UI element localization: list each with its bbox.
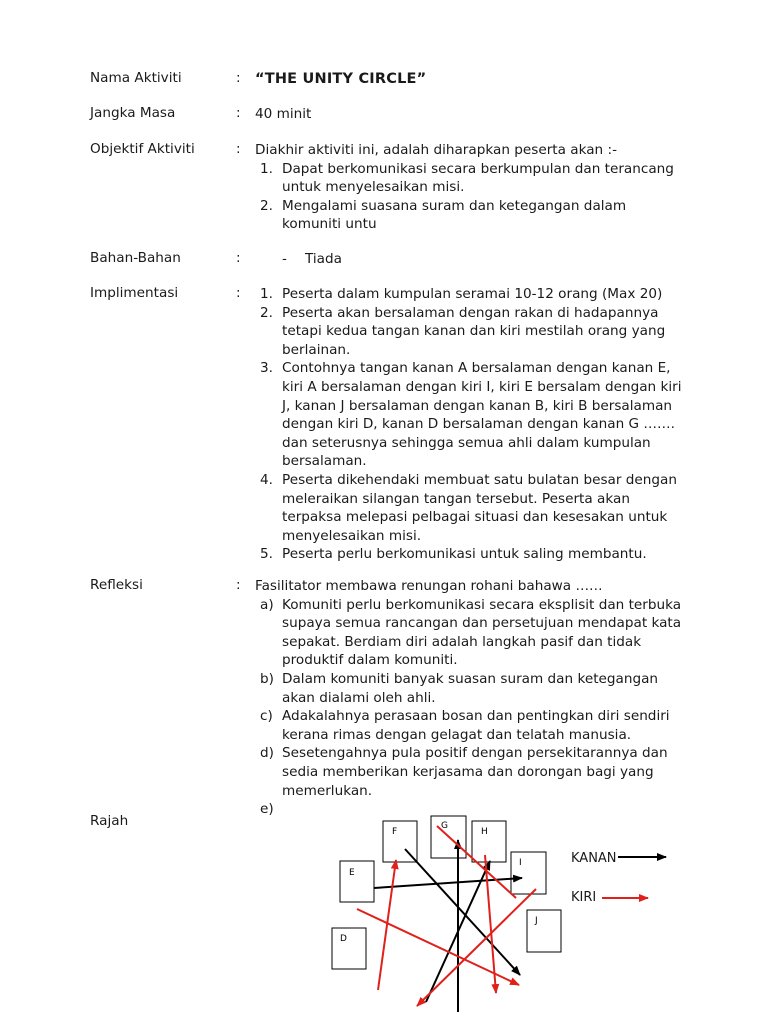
colon: : [236, 577, 241, 593]
box-label: F [392, 827, 398, 837]
list-item-number: e) [260, 801, 274, 818]
label-rajah: Rajah [90, 813, 129, 829]
list-item-number: 1. [260, 286, 273, 302]
colon: : [236, 250, 241, 266]
list-item-text: Peserta perlu berkomunikasi untuk saling membantu. [282, 546, 647, 563]
label-refleksi: Refleksi [90, 577, 143, 593]
list-item-number: b) [260, 670, 274, 687]
label-jangka-masa: Jangka Masa [90, 105, 176, 121]
list-item-text: Dalam komuniti banyak suasan suram dan ketegangan akan dialami oleh ahli. [282, 670, 659, 706]
list-item-text: Peserta dikehendaki membuat satu bulatan besar dengan meleraikan silangan tangan tersebut. Peserta akan terpaksa melepasi pelbagai situasi dan kesesakan untuk menyelesaikan misi. [282, 471, 677, 544]
list-item-text: Sesetengahnya pula positif dengan persekitarannya dan sedia memberikan kerjasama dan dorongan bagi yang memerlukan. [282, 745, 668, 799]
list-item-number: 2. [260, 197, 273, 214]
legend-kanan-label: KANAN [571, 851, 617, 866]
duration-value: 40 minit [255, 106, 312, 122]
list-item-text: Komuniti perlu berkomunikasi secara eksplisit dan terbuka supaya semua rancangan dan persetujuan mendapat kata sepakat. Berdiam diri adalah langkah pasif dan tidak produktif dalam komuniti. [282, 596, 682, 669]
refleksi-intro: Fasilitator membawa renungan rohani bahawa …… [255, 578, 603, 594]
list-item-text: Dapat berkomunikasi secara berkumpulan dan terancang untuk menyelesaikan misi. [282, 160, 674, 196]
colon: : [236, 105, 241, 121]
box-e [340, 861, 374, 902]
list-item-number: 5. [260, 546, 273, 563]
list-item-text: Adakalahnya perasaan bosan dan pentingkan diri sendiri kerana rimas dengan gelagat dan telatah manusia. [282, 708, 670, 743]
label-nama-aktiviti: Nama Aktiviti [90, 70, 182, 86]
box-j [527, 910, 561, 952]
list-item-text: Peserta akan bersalaman dengan rakan di hadapannya tetapi kedua tangan kanan dan kiri mestilah orang yang berlainan. [282, 304, 666, 358]
list-item-text: Mengalami suasana suram dan ketegangan dalam komuniti untu [282, 197, 627, 233]
box-d [332, 928, 366, 969]
box-h [472, 821, 506, 862]
list-item-number: 3. [260, 360, 273, 377]
activity-title: “THE UNITY CIRCLE” [255, 71, 427, 87]
box-label: G [441, 821, 448, 831]
bahan-dash: - [282, 251, 287, 267]
list-item-number: 2. [260, 304, 273, 321]
box-label: I [519, 858, 522, 868]
list-item-number: a) [260, 596, 274, 613]
label-bahan: Bahan-Bahan [90, 250, 181, 266]
box-label: D [340, 934, 347, 944]
colon: : [236, 70, 241, 86]
box-label: E [349, 868, 355, 878]
bahan-value: Tiada [305, 251, 342, 267]
legend-kiri-label: KIRI [571, 890, 597, 905]
label-implimentasi: Implimentasi [90, 285, 179, 301]
label-objektif: Objektif Aktiviti [90, 141, 195, 157]
list-item-number: d) [260, 745, 274, 762]
list-item-text: Peserta dalam kumpulan seramai 10-12 orang (Max 20) [282, 286, 663, 302]
colon: : [236, 141, 241, 157]
box-label: H [481, 827, 488, 837]
kanan-line [405, 849, 520, 975]
legend [571, 851, 666, 905]
list-item-number: c) [260, 708, 273, 725]
colon: : [236, 285, 241, 301]
objektif-intro: Diakhir aktiviti ini, adalah diharapkan peserta akan :- [255, 142, 617, 158]
box-i [511, 852, 546, 894]
kiri-line [417, 889, 536, 1006]
list-item-number: 1. [260, 160, 273, 177]
box-label: J [535, 916, 538, 926]
list-item-number: 4. [260, 471, 273, 488]
list-item-text: Contohnya tangan kanan A bersalaman dengan kanan E, kiri A bersalaman dengan kiri I, kiri E bersalam dengan kiri J, kanan J bersalaman dengan kanan B, kiri B bersalaman dengan kiri D, kanan D bersalaman dengan kanan G ……. dan seterusnya sehingga semua ahli dalam kumpulan bersalaman. [282, 360, 682, 470]
